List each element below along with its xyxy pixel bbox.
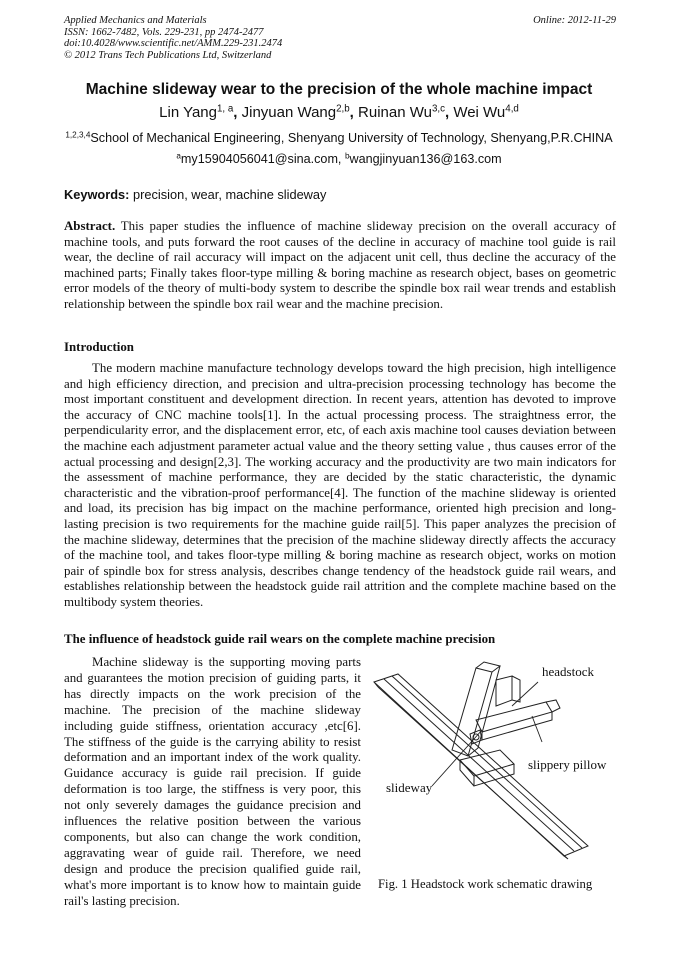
figure-caption: Fig. 1 Headstock work schematic drawing: [378, 877, 593, 891]
author-name: Ruinan Wu: [358, 104, 432, 121]
headstock-drawing: [370, 660, 620, 870]
slippery-pillow: [476, 702, 552, 732]
label-headstock: headstock: [542, 664, 594, 679]
keywords-text: precision, wear, machine slideway: [129, 187, 327, 202]
affiliation: [40, 131, 638, 145]
author-name: Lin Yang: [159, 104, 217, 121]
author-emails: [40, 152, 638, 166]
abstract-label: Abstract.: [64, 219, 116, 233]
doi-line: doi:10.4028/www.scientific.net/AMM.229-231.2474: [64, 38, 283, 49]
author-list: Lin Yang$^{1, a}$, Jinyuan Wang$^{2,b}$, Ruinan Wu$^{3,c}$, Wei Wu$^{4,d}$: [159, 103, 519, 121]
section-heading-introduction: Introduction: [64, 340, 134, 354]
abstract-text: This paper studies the influence of machine slideway precision on the overall accuracy of machine tools, and puts forward the root causes of the decline in accuracy of machine tool guide is rail wear, the decline of rail accuracy will impact on the adjacent unit cell, thus decline the accuracy of the machined parts; Finally takes floor-type milling & boring machine as research object, bases on geometric error models of the theory of multi-body system to describe the spindle box rail wear trends and establish relationship between the spindle box rail wear and the machine precision.: [64, 219, 616, 311]
author-name: Wei Wu: [453, 104, 506, 121]
author-affil-mark: 4,d: [505, 103, 519, 115]
figure-headstock-schematic: [370, 660, 620, 870]
email-mark-b: b: [344, 151, 350, 161]
journal-name: Applied Mechanics and Materials: [64, 15, 207, 26]
author-affil-mark: 1, a: [217, 103, 234, 115]
online-date: Online: 2012-11-29: [533, 15, 616, 26]
email-b: wangjinyuan136@163.com: [349, 152, 502, 166]
author-name: Jinyuan Wang: [241, 104, 337, 121]
copyright-line: © 2012 Trans Tech Publications Ltd, Switzerland: [64, 49, 272, 61]
introduction-paragraph: The modern machine manufacture technology develops toward the high precision, high intelligence and high efficiency direction, and precision and ultra-precision processing technology has become the most important constituent and development direction. In recent years, attention has devoted to improve the accuracy of CNC machine tools[1]. In the actual processing process. The straightness error, the perpendicularity error, and the displacement error, etc, of each axis machine tool causes deviation between the machine each adjustment parameter actual value and the theory setting value , thus causes error of the actual processing and design[2,3]. The working accuracy and the productivity are two main indicators for the assessment of machine performance, they are decided by the static characteristic, the dynamic characteristic and the vibration-proof performance[4]. The function of the machine slideway is oriented and load, its precision has big impact on the machine performance, oriented high precision and long-lasting precision is two requirements for the machine guide rail[5]. This paper analyzes the precision of the machine slideway, determines that the precision of the machine slideway directly affects the accuracy of the machine tool, and takes floor-type milling & boring machine as research object, works on motion pair of spindle box for stress analysis, describes change tendency of the headstock guide rail wears, and establishes relationship between the headstock guide rail attrition and the complete machine based on the multibody system theories.: [64, 361, 616, 609]
author-affil-mark: 3,c: [431, 103, 445, 115]
label-slippery-pillow: slippery pillow: [528, 757, 607, 772]
keywords-label: Keywords:: [64, 187, 130, 202]
author-affil-mark: 2,b: [336, 103, 350, 115]
abstract: [64, 219, 616, 313]
email-a: my15904056041@sina.com,: [180, 152, 345, 166]
keywords: [64, 187, 616, 202]
email-mark-a: a: [176, 151, 181, 161]
paper-title: Machine slideway wear to the precision of the whole machine impact: [85, 81, 593, 98]
section-heading-influence: The influence of headstock guide rail wears on the complete machine precision: [64, 632, 496, 646]
page-header: [64, 15, 616, 61]
label-slideway: slideway: [386, 780, 433, 795]
affiliation-text: School of Mechanical Engineering, Shenyang University of Technology, Shenyang,P.R.CHINA: [90, 131, 613, 145]
section2-paragraph: Machine slideway is the supporting moving parts and guarantees the motion precision of guiding parts, it has directly impacts on the work precision of the machine. The precision of the machine slideway including guide stiffness, orientation accuracy ,etc[6]. The stiffness of the guide is the carrying ability to resist deformation and an important index of the work quality. Guidance accuracy is guide rail precision. If guide deformation is too large, the stiffness is very poor, this not only severely damages the guidance precision and influences the relative position between the various components, but also can change the work condition, aggravating wear of guide rail. Therefore, we need design and produce the precision qualified guide rail, what's more important is to know how to maintain guide rail's lasting precision.: [64, 655, 361, 908]
issn-line: ISSN: 1662-7482, Vols. 229-231, pp 2474-2477: [64, 26, 264, 38]
affiliation-mark: 1,2,3,4: [65, 130, 91, 140]
